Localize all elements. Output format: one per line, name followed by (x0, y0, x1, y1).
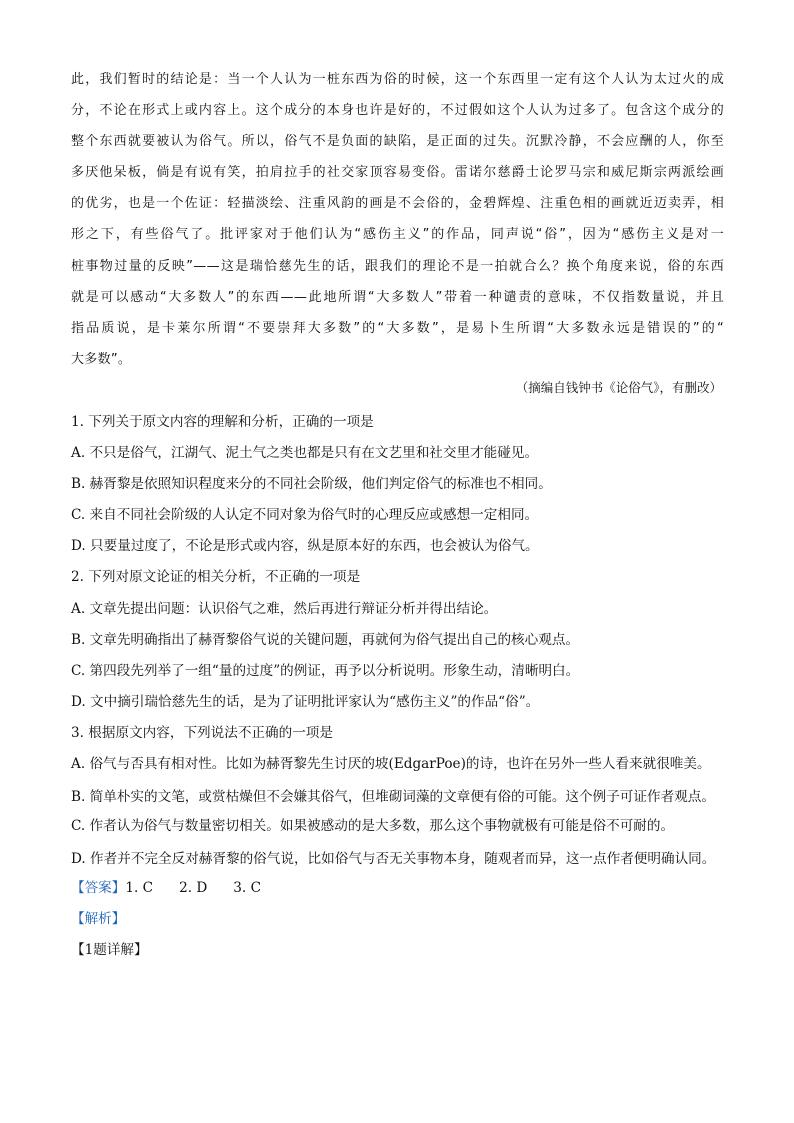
question-3-option-c: C. 作者认为俗气与数量密切相关。如果被感动的是大多数，那么这个事物就极有可能是俗不可耐的。 (71, 818, 675, 835)
analysis-label: 【解析】 (71, 911, 126, 928)
question-1-option-b: B. 赫胥黎是依照知识程度来分的不同社会阶级，他们判定俗气的标准也不相同。 (71, 476, 552, 493)
question-3-option-a: A. 俗气与否具有相对性。比如为赫胥黎先生讨厌的坡(EdgarPoe)的诗，也许在另外一些人看来就很唯美。 (71, 756, 711, 773)
question-2-option-a: A. 文章先提出问题：认识俗气之难，然后再进行辩证分析并得出结论。 (71, 600, 498, 617)
passage-line: 桩事物过量的反映”——这是瑞恰慈先生的话，跟我们的理论不是一拍就合么？换个角度来说，俗的东西 (71, 258, 724, 274)
question-1-option-c: C. 来自不同社会阶级的人认定不同对象为俗气时的心理反应或感想一定相同。 (71, 507, 539, 524)
questions-section (71, 409, 724, 969)
question-2-option-c: C. 第四段先列举了一组“量的过度”的例证，再予以分析说明。形象生动，清晰明白。 (71, 662, 580, 679)
question-1-option-d: D. 只要量过度了，不论是形式或内容，纵是原本好的东西，也会被认为俗气。 (71, 538, 539, 555)
answer-value: 2. D (179, 880, 208, 897)
passage-line: 多厌他呆板，倘是有说有笑，拍肩拉手的社交家顶容易变俗。雷诺尔慈爵士论罗马宗和威尼斯宗两派绘画 (71, 165, 724, 181)
question-1-stem: 1. 下列关于原文内容的理解和分析，正确的一项是 (71, 414, 374, 430)
answer-line (71, 875, 724, 906)
answer-value: 3. C (233, 880, 261, 897)
question-2-option-d: D. 文中摘引瑞恰慈先生的话，是为了证明批评家认为“感伤主义”的作品“俗”。 (71, 693, 540, 710)
detail-label: 【1题详解】 (71, 942, 148, 959)
question-1-option-a: A. 不只是俗气，江湖气、泥土气之类也都是只有在文艺里和社交里才能碰见。 (71, 445, 539, 462)
passage-source: （摘编自钱钟书《论俗气》，有删改） (515, 380, 722, 395)
question-2-stem: 2. 下列对原文论证的相关分析，不正确的一项是 (71, 569, 361, 586)
passage-line: 就是可以感动“大多数人”的东西——此地所谓“大多数人”带着一种谴责的意味，不仅指数量说，并且 (71, 289, 724, 305)
passage-line: 分，不论在形式上或内容上。这个成分的本身也许是好的，不过假如这个人认为过多了。包含这个成分的 (71, 103, 724, 119)
passage-text (71, 64, 724, 375)
passage-line: 形之下，有些俗气了。批评家对于他们认为“感伤主义”的作品，同声说“俗”，因为“感伤主义是对一 (71, 227, 724, 243)
question-2-option-b: B. 文章先明确指出了赫胥黎俗气说的关键问题，再就何为俗气提出自己的核心观点。 (71, 631, 580, 648)
passage-line: 此，我们暂时的结论是：当一个人认为一桩东西为俗的时候，这一个东西里一定有这个人认为太过火的成 (71, 72, 724, 87)
answer-value: 1. C (125, 880, 154, 897)
passage-line: 大多数”。 (71, 351, 132, 367)
passage-line: 整个东西就要被认为俗气。所以，俗气不是负面的缺陷，是正面的过失。沉默冷静，不会应酬的人，你至 (71, 134, 724, 150)
answer-label: 【答案】 (71, 880, 126, 897)
question-3-stem: 3. 根据原文内容，下列说法不正确的一项是 (71, 724, 333, 741)
passage-line: 指品质说，是卡莱尔所谓“不要崇拜大多数”的“大多数”，是易卜生所谓“大多数永远是错误的”的“ (71, 320, 724, 336)
question-3-option-b: B. 简单朴实的文笔，或赏枯燥但不会嫌其俗气，但堆砌词藻的文章便有俗的可能。这个例子可证作者观点。 (71, 789, 715, 806)
passage-line: 的优劣，也是一个佐证：轻描淡绘、注重风韵的画是不会俗的，金碧辉煌、注重色相的画就近迈卖弄，相 (71, 196, 724, 212)
question-3-option-d: D. 作者并不完全反对赫胥黎的俗气说，比如俗气与否无关事物本身，随观者而异，这一点作者便明确认同。 (71, 851, 716, 868)
